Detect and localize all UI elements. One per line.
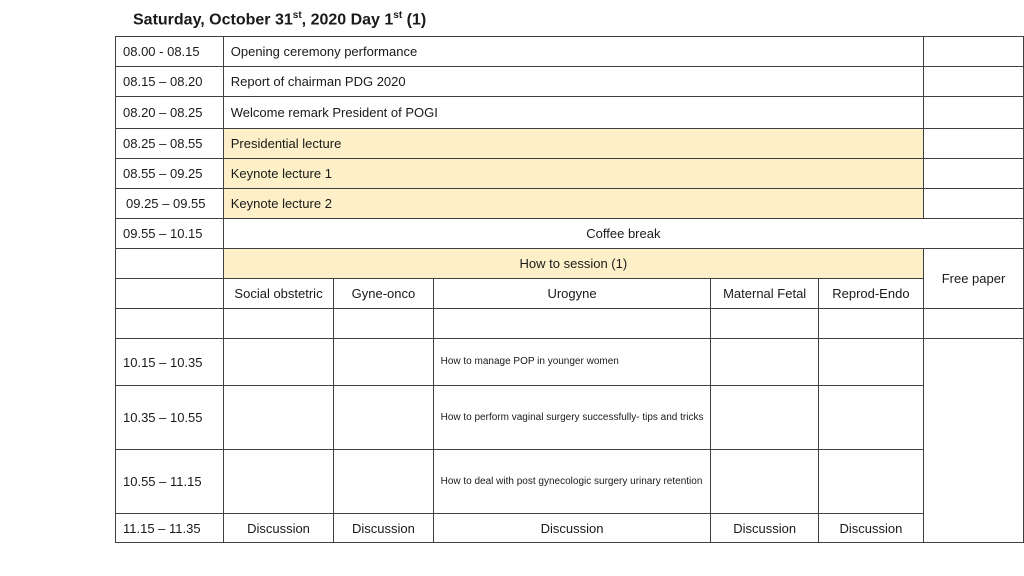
empty-cell (711, 386, 818, 450)
empty-cell (223, 309, 334, 339)
time-cell: 10.35 – 10.55 (116, 386, 224, 450)
empty-cell (116, 249, 224, 279)
track-header: Reprod-Endo (818, 279, 923, 309)
empty-cell (223, 386, 334, 450)
side-cell (923, 159, 1023, 189)
coffee-break-cell: Coffee break (223, 219, 1023, 249)
slot-row (116, 386, 1024, 450)
topic-cell: How to deal with post gynecologic surgery urinary retention (433, 450, 711, 514)
empty-cell (711, 450, 818, 514)
event-cell: Welcome remark President of POGI (223, 97, 923, 129)
topic-cell: How to manage POP in younger women (433, 339, 711, 386)
empty-cell (433, 309, 711, 339)
discussion-cell: Discussion (223, 514, 334, 543)
empty-cell (818, 450, 923, 514)
empty-cell (818, 386, 923, 450)
time-cell: 09.25 – 09.55 (116, 189, 224, 219)
session-title-row (116, 249, 1024, 279)
title-date: Saturday, October 31 (133, 11, 293, 29)
slot-row (116, 450, 1024, 514)
time-cell: 10.55 – 11.15 (116, 450, 224, 514)
title-date-ordinal: st (292, 10, 302, 21)
time-cell: 08.25 – 08.55 (116, 129, 224, 159)
discussion-cell: Discussion (711, 514, 818, 543)
empty-cell (711, 309, 818, 339)
empty-cell (223, 450, 334, 514)
empty-cell (818, 309, 923, 339)
discussion-cell: Discussion (334, 514, 433, 543)
title-part: (1) (402, 11, 427, 29)
side-cell (923, 37, 1023, 67)
empty-cell (223, 339, 334, 386)
time-cell: 08.20 – 08.25 (116, 97, 224, 129)
time-cell: 08.55 – 09.25 (116, 159, 224, 189)
event-cell: Report of chairman PDG 2020 (223, 67, 923, 97)
track-header: Gyne-onco (334, 279, 433, 309)
side-cell (923, 67, 1023, 97)
track-header: Social obstetric (223, 279, 334, 309)
track-header: Maternal Fetal (711, 279, 818, 309)
title-day: , 2020 Day 1 (301, 11, 394, 29)
slot-row (116, 339, 1024, 386)
schedule-table (115, 36, 1024, 543)
side-cell (923, 129, 1023, 159)
spacer-row (116, 309, 1024, 339)
empty-cell (334, 450, 433, 514)
empty-cell (818, 339, 923, 386)
empty-cell (923, 309, 1023, 339)
session-title-cell: How to session (1) (223, 249, 923, 279)
empty-cell (711, 339, 818, 386)
table-row (116, 129, 1024, 159)
event-cell-highlight: Keynote lecture 1 (223, 159, 923, 189)
time-cell: 10.15 – 10.35 (116, 339, 224, 386)
table-row (116, 97, 1024, 129)
empty-cell (334, 309, 433, 339)
empty-cell (334, 339, 433, 386)
time-cell: 08.15 – 08.20 (116, 67, 224, 97)
track-header: Urogyne (433, 279, 711, 309)
side-cell (923, 189, 1023, 219)
track-header-row (116, 279, 1024, 309)
empty-cell (116, 309, 224, 339)
title-day-ordinal: st (393, 10, 403, 21)
table-row (116, 67, 1024, 97)
discussion-cell: Discussion (818, 514, 923, 543)
free-paper-cell: Free paper (923, 249, 1023, 309)
time-cell: 09.55 – 10.15 (116, 219, 224, 249)
table-row (116, 159, 1024, 189)
event-cell-highlight: Presidential lecture (223, 129, 923, 159)
page-title (133, 10, 426, 29)
topic-cell: How to perform vaginal surgery successfully- tips and tricks (433, 386, 711, 450)
discussion-cell: Discussion (433, 514, 711, 543)
discussion-row (116, 514, 1024, 543)
empty-cell (334, 386, 433, 450)
side-cell (923, 97, 1023, 129)
free-paper-column (923, 339, 1023, 543)
time-cell: 11.15 – 11.35 (116, 514, 224, 543)
table-row (116, 37, 1024, 67)
table-row (116, 219, 1024, 249)
event-cell-highlight: Keynote lecture 2 (223, 189, 923, 219)
event-cell: Opening ceremony performance (223, 37, 923, 67)
time-cell: 08.00 - 08.15 (116, 37, 224, 67)
table-row (116, 189, 1024, 219)
empty-cell (116, 279, 224, 309)
